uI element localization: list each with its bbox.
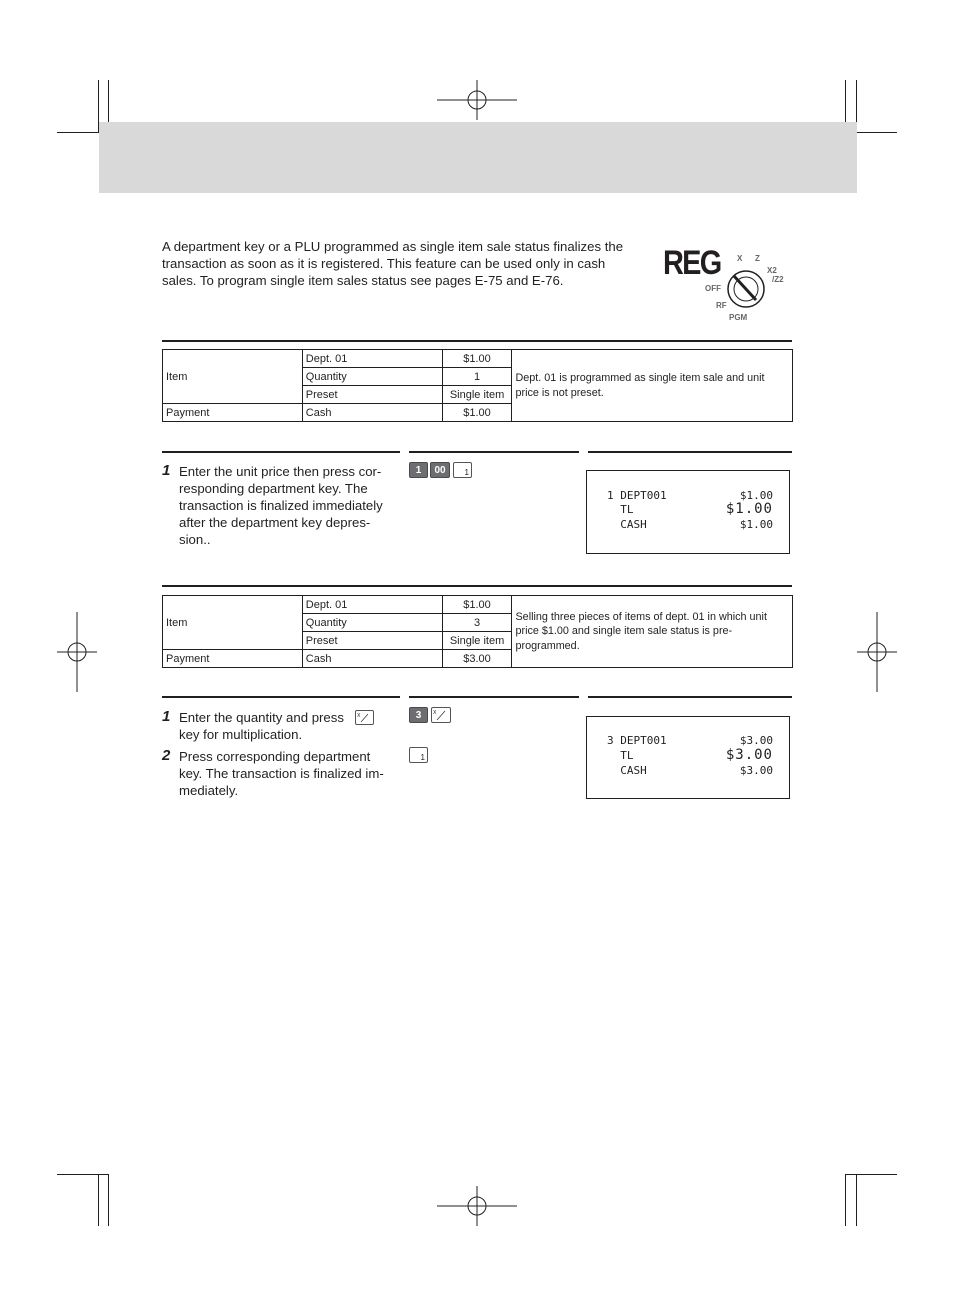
receipt-total: $1.00 xyxy=(725,501,773,517)
table-cell: Preset xyxy=(302,632,442,650)
receipt-total: $3.00 xyxy=(725,747,773,763)
step-text: Enter the unit price then press cor- responding department key. The transaction is finalized immediately after the department key depres- sion.. xyxy=(179,464,383,547)
svg-text:X: X xyxy=(357,713,361,719)
table-cell: Quantity xyxy=(302,614,442,632)
procedure-rule-2b xyxy=(409,696,579,698)
table-cell: $1.00 xyxy=(442,596,512,614)
table-cell: Preset xyxy=(302,386,442,404)
procedure-rule-2c xyxy=(588,696,792,698)
mode-x2-label: X2 xyxy=(767,266,777,275)
mode-pgm-label: PGM xyxy=(729,313,748,322)
intro-paragraph: A department key or a PLU programmed as single item sale status finalizes the transaction as soon as it is registered. This feature can be used only in cash sales. To program single item sales status see pages E-75 and E-76. xyxy=(162,239,624,288)
multiply-key-icon xyxy=(355,710,374,725)
table-description: Dept. 01 is programmed as single item sale and unit price is not preset. xyxy=(512,350,793,422)
receipt-line-right: $3.00 xyxy=(739,764,773,777)
step-text: Enter the quantity and press key for multiplication. xyxy=(179,710,344,742)
procedure-rule-1b xyxy=(409,451,579,453)
mode-rf-label: RF xyxy=(716,301,727,310)
table-cell: $3.00 xyxy=(442,650,512,668)
multiply-key-glyph xyxy=(356,711,373,724)
table-cell: $1.00 xyxy=(442,350,512,368)
receipt-line-left: 1 DEPT001 xyxy=(607,489,667,502)
mode-label: REG xyxy=(663,244,721,282)
table-cell: $1.00 xyxy=(442,404,512,422)
receipt-line-right: $1.00 xyxy=(739,518,773,531)
condition-table-2 xyxy=(162,595,793,668)
table-cell: Item xyxy=(163,350,303,404)
key-00[interactable]: 00 xyxy=(430,462,450,478)
dept-key-1[interactable] xyxy=(453,462,472,478)
step-number: 2 xyxy=(162,747,171,764)
receipt-line-left: TL xyxy=(607,749,634,762)
table-cell: Payment xyxy=(163,650,303,668)
key-1[interactable]: 1 xyxy=(409,462,428,478)
dept-key-label: 1 xyxy=(464,468,469,477)
mode-off-label: OFF xyxy=(705,284,721,293)
procedure-rule-2a xyxy=(162,696,400,698)
table-cell: 3 xyxy=(442,614,512,632)
mode-z-label: Z xyxy=(755,254,760,263)
mode-switch xyxy=(660,242,800,332)
receipt-line-left: 3 DEPT001 xyxy=(607,734,667,747)
table-cell: Dept. 01 xyxy=(302,596,442,614)
receipt-line-right: $3.00 xyxy=(739,734,773,747)
table-description: Selling three pieces of items of dept. 01 in which unit price $1.00 and single item sale status is pre-programmed. xyxy=(512,596,793,668)
step-number: 1 xyxy=(162,462,171,479)
section-rule-2 xyxy=(162,585,792,587)
mode-x-label: X xyxy=(737,254,743,263)
receipt-2 xyxy=(586,716,790,799)
multiply-key[interactable] xyxy=(431,707,451,723)
step-number: 1 xyxy=(162,708,171,725)
table-cell: Single item xyxy=(442,632,512,650)
receipt-line-left: CASH xyxy=(607,764,647,777)
table-cell: Item xyxy=(163,596,303,650)
receipt-1 xyxy=(586,470,790,554)
procedure-rule-1a xyxy=(162,451,400,453)
table-cell: Quantity xyxy=(302,368,442,386)
table-row xyxy=(163,596,793,614)
receipt-line-left: TL xyxy=(607,503,634,516)
procedure-rule-1c xyxy=(588,451,792,453)
key-3[interactable]: 3 xyxy=(409,707,428,723)
receipt-line-left: CASH xyxy=(607,518,647,531)
step-text: Press corresponding department key. The transaction is finalized im- mediately. xyxy=(179,749,384,798)
table-cell: Single item xyxy=(442,386,512,404)
registration-mark-left xyxy=(57,612,97,692)
dept-key-1[interactable] xyxy=(409,747,428,763)
multiply-key-glyph xyxy=(432,708,450,722)
registration-mark-right xyxy=(857,612,897,692)
registration-mark-bottom xyxy=(437,1186,517,1226)
section-rule-1 xyxy=(162,340,792,342)
header-band xyxy=(99,122,857,193)
table-cell: Payment xyxy=(163,404,303,422)
receipt-line-right: $1.00 xyxy=(739,489,773,502)
mode-z2-label: /Z2 xyxy=(772,275,784,284)
condition-table-1 xyxy=(162,349,793,422)
dept-key-label: 1 xyxy=(420,753,425,762)
registration-mark-top xyxy=(437,80,517,120)
table-cell: Cash xyxy=(302,404,442,422)
svg-text:X: X xyxy=(433,710,437,716)
table-cell: Cash xyxy=(302,650,442,668)
table-cell: 1 xyxy=(442,368,512,386)
table-cell: Dept. 01 xyxy=(302,350,442,368)
table-row xyxy=(163,350,793,368)
